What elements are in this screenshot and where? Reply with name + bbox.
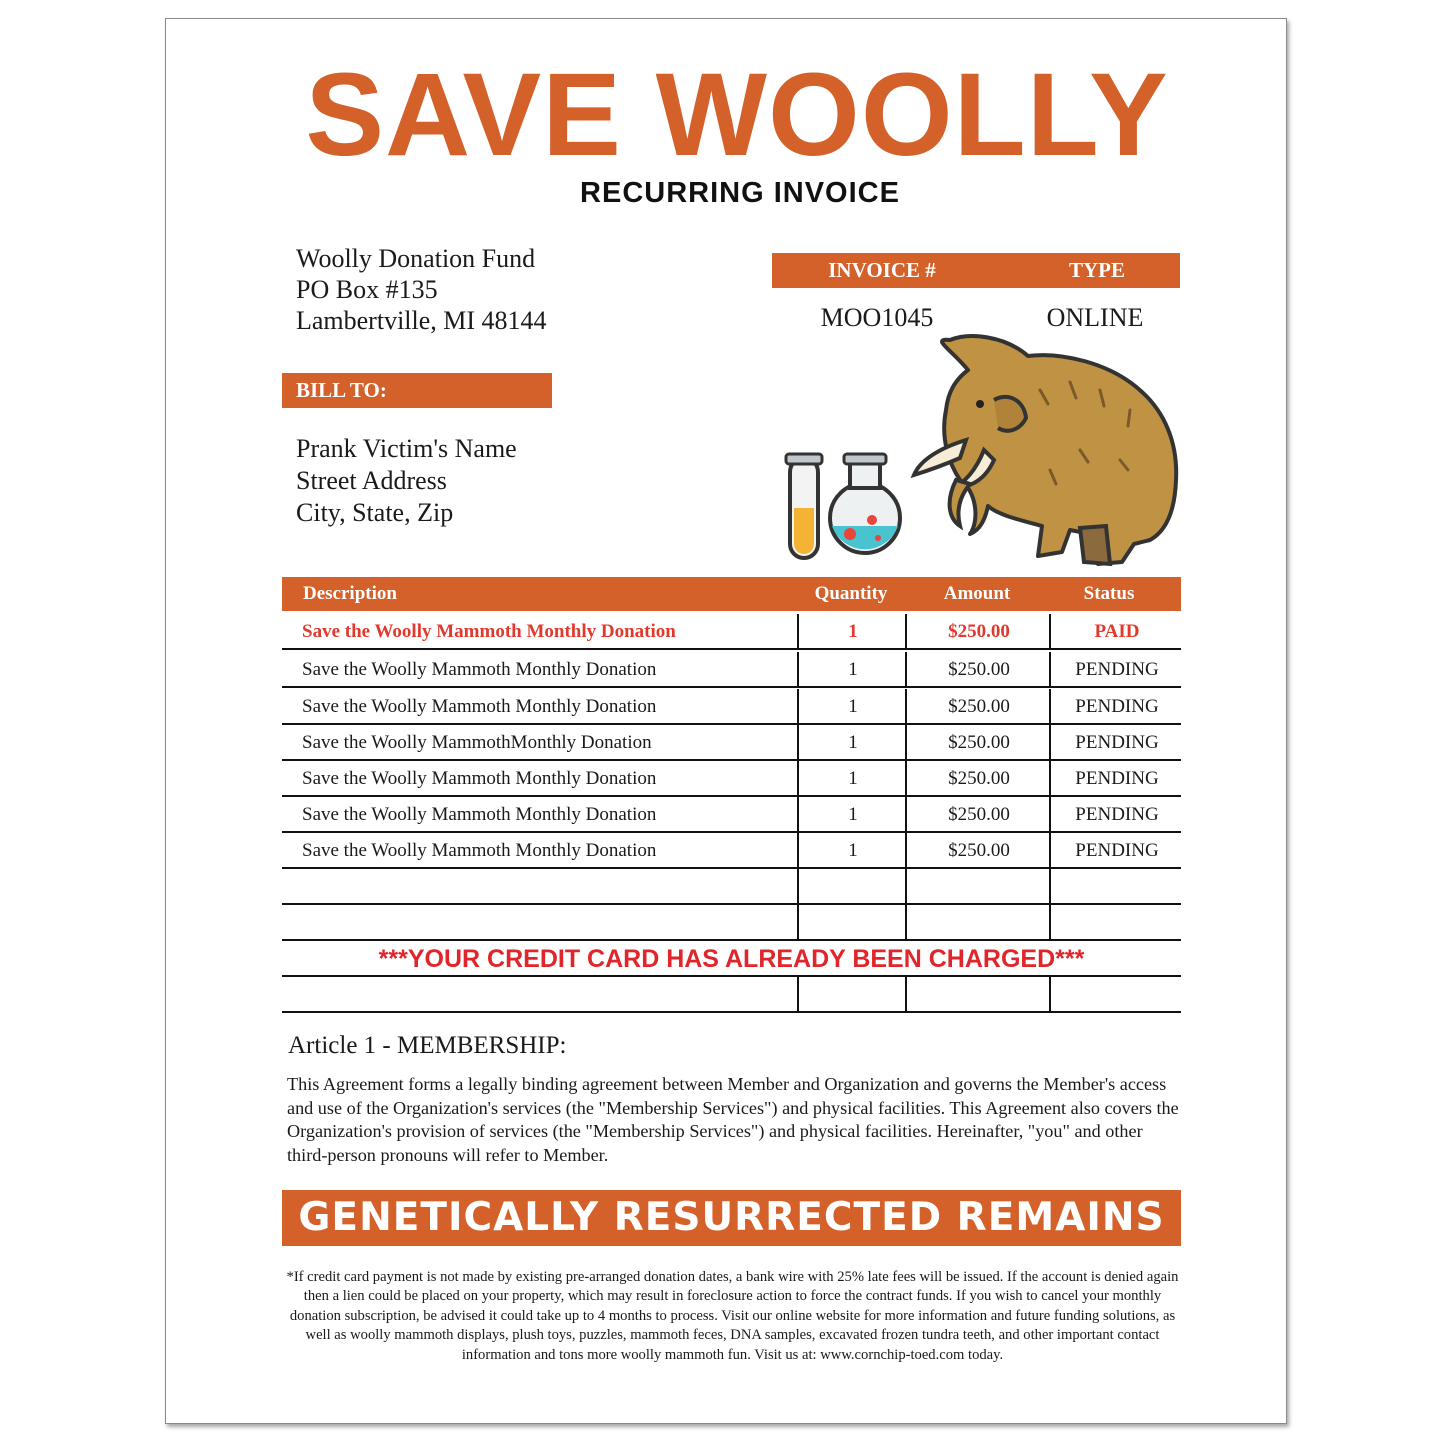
article-title: Article 1 - MEMBERSHIP: [288, 1032, 567, 1059]
invoice-artwork [780, 330, 1190, 570]
table-row [282, 761, 1181, 797]
empty-table-row [282, 977, 1181, 1013]
invoice-number-label: INVOICE # [828, 258, 936, 282]
empty-table-row [282, 905, 1181, 941]
invoice-type-label: TYPE [1068, 258, 1125, 282]
empty-cell [905, 977, 1051, 1011]
row-quantity: 1 [797, 725, 907, 759]
empty-cell [905, 869, 1051, 903]
row-quantity: 1 [797, 797, 907, 831]
header-status: Status [1083, 583, 1135, 604]
row-quantity: 1 [797, 614, 907, 648]
table-header [282, 577, 1181, 611]
row-quantity: 1 [797, 689, 907, 723]
header-description: Description [303, 583, 397, 604]
empty-cell [1049, 869, 1183, 903]
bill-to-line-1: Prank Victim's Name [296, 434, 517, 463]
row-amount: $250.00 [905, 833, 1051, 867]
brand-title: SAVE WOOLLY [305, 49, 1169, 181]
row-quantity: 1 [797, 761, 907, 795]
invoice-type: ONLINE [1046, 303, 1144, 332]
row-status: PENDING [1049, 689, 1183, 723]
row-amount: $250.00 [905, 797, 1051, 831]
header-quantity: Quantity [814, 583, 888, 604]
invoice-info-header [772, 253, 1180, 288]
sender-line-1: Woolly Donation Fund [296, 244, 536, 273]
bill-to-header: BILL TO: [282, 373, 552, 408]
row-amount: $250.00 [905, 652, 1051, 686]
table-row [282, 614, 1181, 650]
bill-to-line-2: Street Address [296, 466, 447, 495]
row-status: PAID [1049, 614, 1183, 648]
table-row [282, 652, 1181, 688]
article-body: This Agreement forms a legally binding agreement between Member and Organization and governs the Member's access and use of the Organization's services (the "Membership Services") and physical facilities. This Agreement also covers the Organization's provision of services (the "Membership Services") and physical facilities. Hereinafter, "you" and other third-person pronouns will refer to Member. [287, 1074, 1179, 1165]
empty-cell [905, 905, 1051, 939]
header-amount: Amount [943, 583, 1011, 604]
flask-icon [830, 454, 900, 553]
row-amount: $250.00 [905, 689, 1051, 723]
empty-cell [797, 977, 907, 1011]
promo-banner: GENETICALLY RESURRECTED REMAINS [282, 1190, 1181, 1246]
table-row [282, 797, 1181, 833]
invoice-subtitle: RECURRING INVOICE [580, 177, 900, 209]
row-description: Save the Woolly MammothMonthly Donation [302, 732, 652, 753]
invoice-number: MOO1045 [820, 303, 934, 332]
bill-to-address [296, 433, 517, 529]
table-row [282, 689, 1181, 725]
charged-notice: ***YOUR CREDIT CARD HAS ALREADY BEEN CHARGED*** [282, 941, 1181, 977]
table-row [282, 725, 1181, 761]
row-description: Save the Woolly Mammoth Monthly Donation [302, 659, 657, 680]
sender-line-2: PO Box #135 [296, 275, 438, 304]
row-status: PENDING [1049, 652, 1183, 686]
row-status: PENDING [1049, 725, 1183, 759]
empty-cell [1049, 977, 1183, 1011]
row-status: PENDING [1049, 833, 1183, 867]
empty-table-row [282, 869, 1181, 905]
row-description: Save the Woolly Mammoth Monthly Donation [302, 768, 657, 789]
row-status: PENDING [1049, 761, 1183, 795]
row-status: PENDING [1049, 797, 1183, 831]
footnote: *If credit card payment is not made by existing pre-arranged donation dates, a bank wire with 25% late fees will be issued. If the account is denied again then a lien could be placed on your property, which may result in foreclosure action to force the contract funds. If you wish to cancel your monthly donation subscription, be advised it could take up to 4 months to process. Visit our online website for more information and future funding solutions, as well as woolly mammoth displays, plush toys, puzzles, mammoth feces, DNA samples, excavated frozen tundra teeth, and other important contact information and tons more woolly mammoth fun. Visit us at: www.cornchip-toed.com today. [286, 1269, 1179, 1363]
sender-address [296, 243, 547, 336]
row-amount: $250.00 [905, 614, 1051, 648]
empty-cell [1049, 905, 1183, 939]
row-amount: $250.00 [905, 761, 1051, 795]
row-description: Save the Woolly Mammoth Monthly Donation [302, 696, 657, 717]
row-description: Save the Woolly Mammoth Monthly Donation [302, 840, 657, 861]
row-description: Save the Woolly Mammoth Monthly Donation [302, 804, 657, 825]
row-quantity: 1 [797, 833, 907, 867]
table-row [282, 833, 1181, 869]
empty-cell [797, 869, 907, 903]
sender-line-3: Lambertville, MI 48144 [296, 306, 547, 335]
row-amount: $250.00 [905, 725, 1051, 759]
bill-to-line-3: City, State, Zip [296, 498, 454, 527]
row-description: Save the Woolly Mammoth Monthly Donation [302, 621, 676, 642]
row-quantity: 1 [797, 652, 907, 686]
test-tube-icon [786, 454, 822, 558]
empty-cell [797, 905, 907, 939]
woolly-mammoth-illustration [914, 336, 1176, 564]
